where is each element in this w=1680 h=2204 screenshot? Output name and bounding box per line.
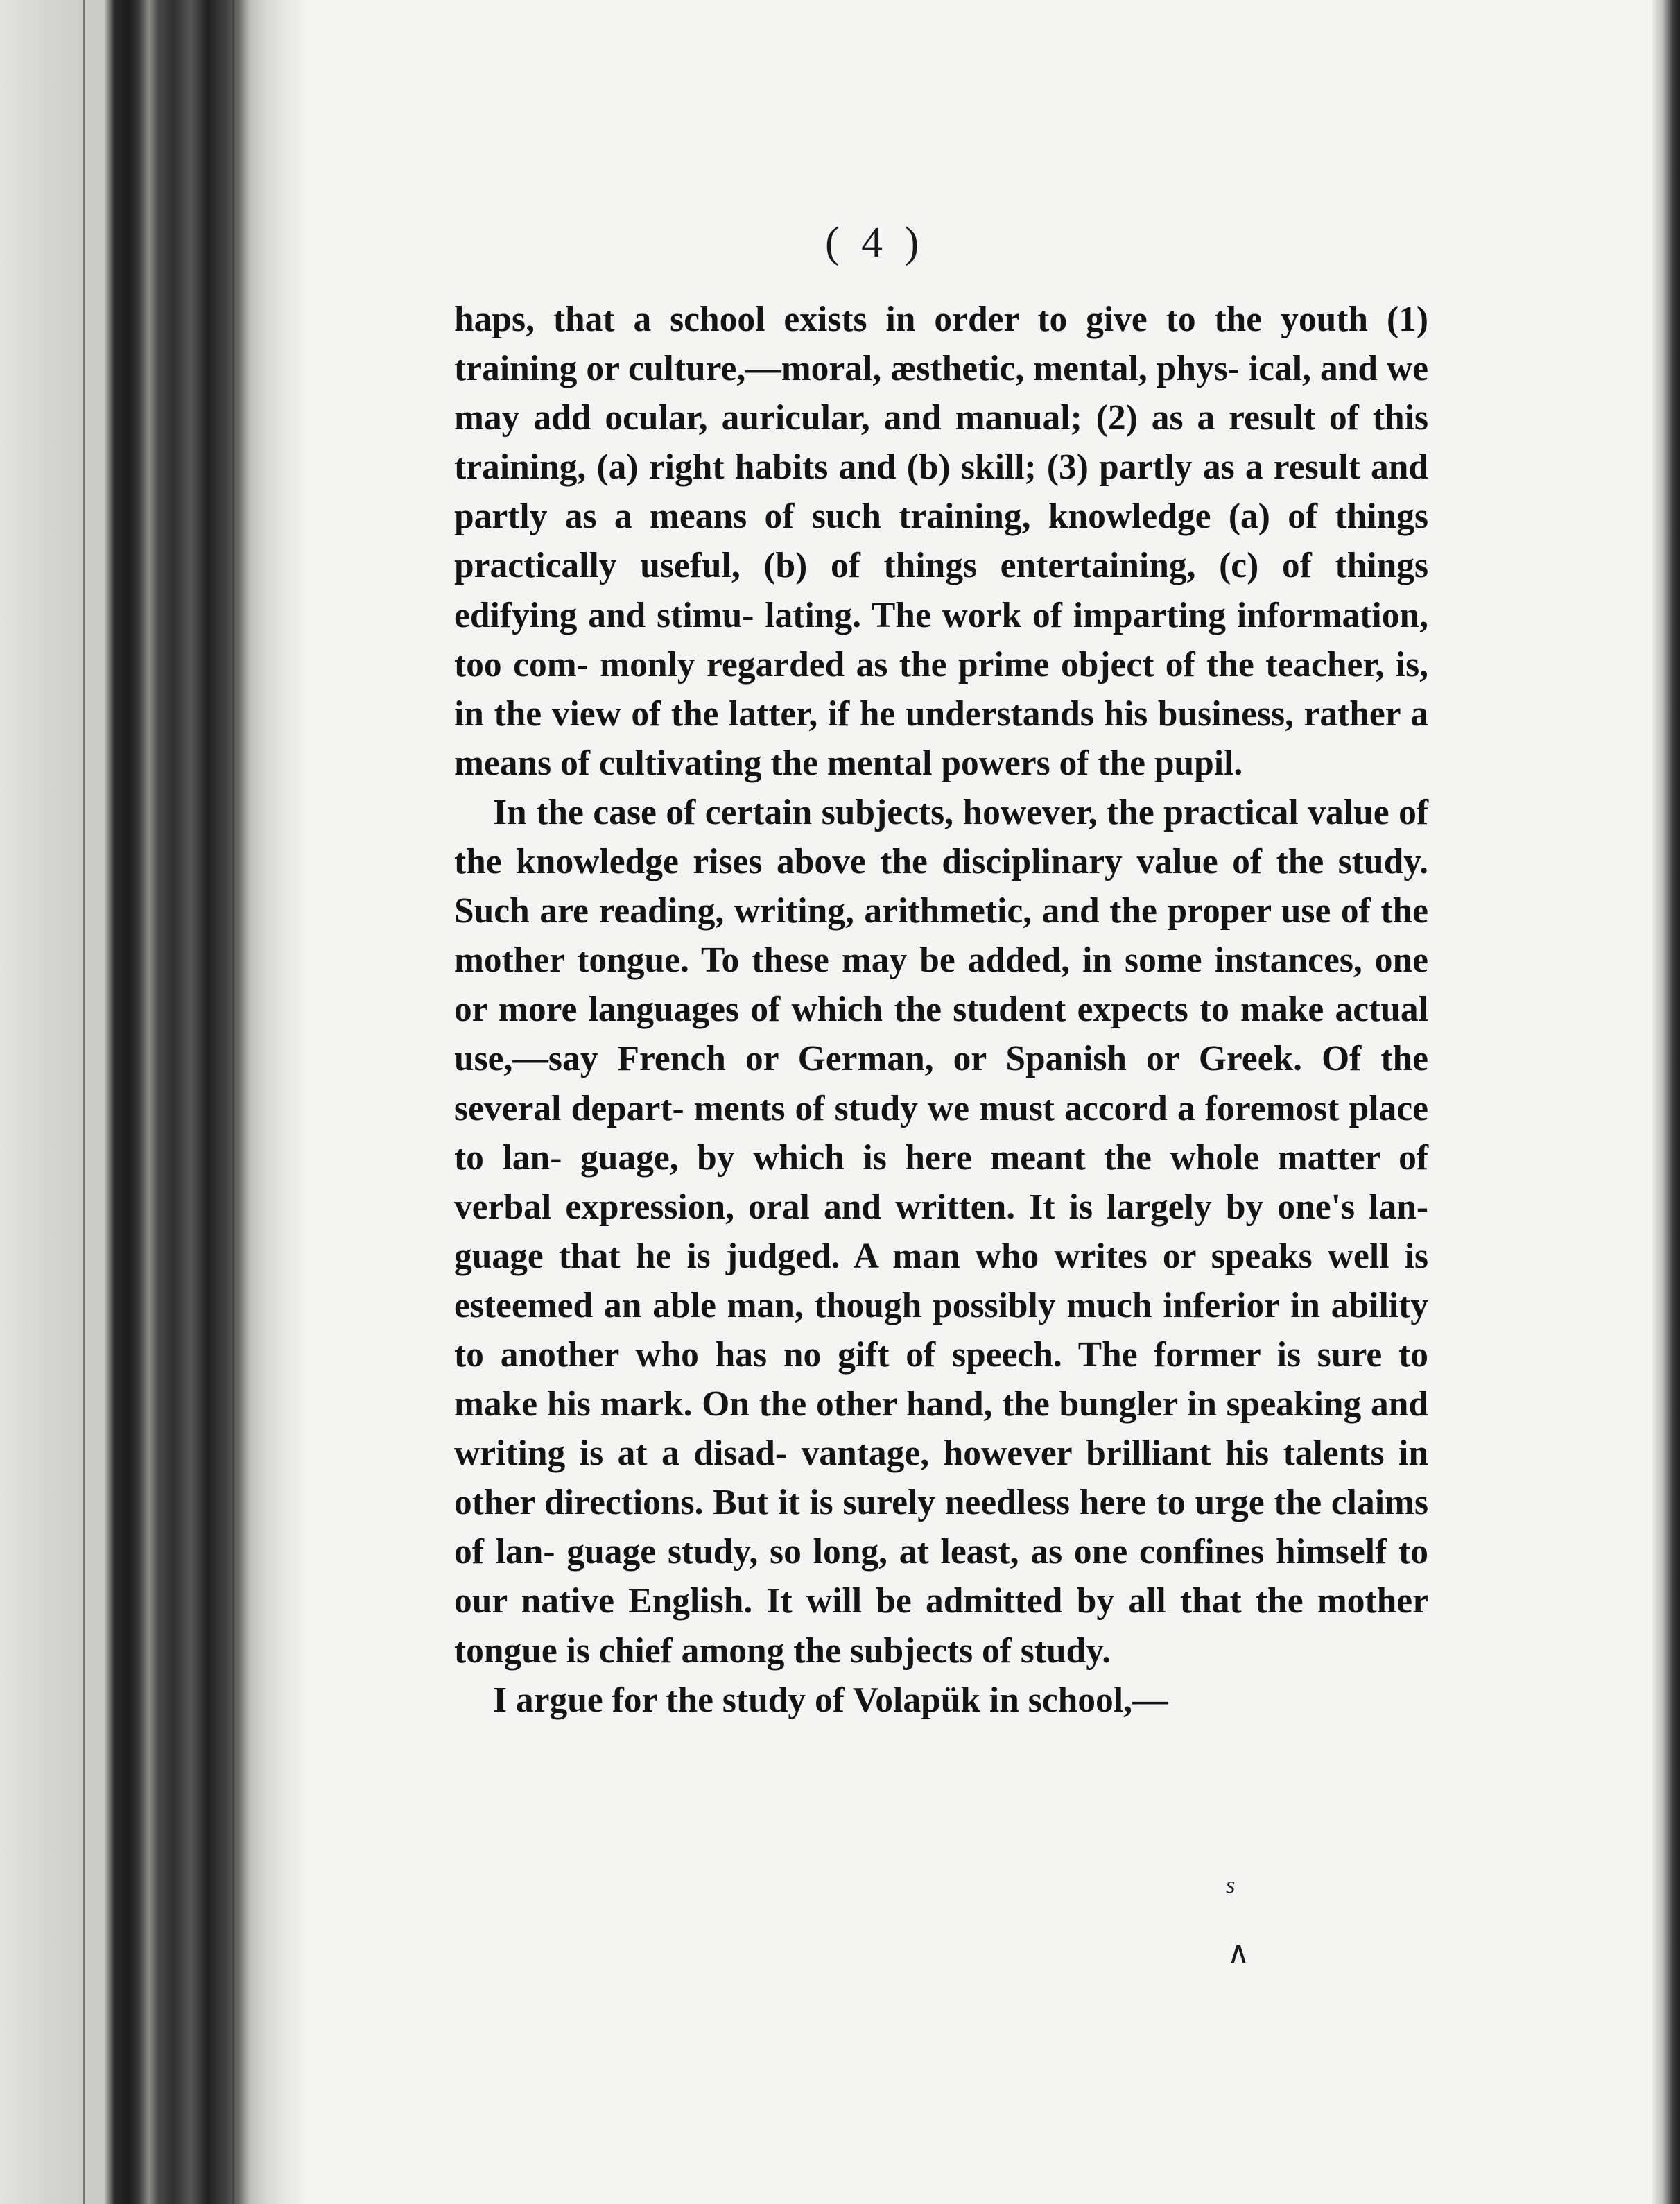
page-number: ( 4 ) bbox=[825, 219, 925, 266]
text-line: mother tongue is chief among the subjects of study. bbox=[454, 1581, 1428, 1671]
text-line: the view of the latter, if he understands his business, bbox=[494, 694, 1304, 734]
text-line: training, knowledge (a) of things practically useful, (b) bbox=[454, 497, 1428, 586]
text-line: (2) as a result of this training, (a) right habits and (b) bbox=[454, 398, 1429, 488]
text-line: I argue for the study of Volapük in school,— bbox=[493, 1680, 1168, 1720]
text-line: the student expects to make actual use,—say French or bbox=[454, 990, 1428, 1079]
text-line: (1) training or culture,—moral, æsthetic, mental, phys- bbox=[454, 300, 1428, 389]
text-line: our native English. It will be admitted by all that the bbox=[454, 1581, 1317, 1621]
text-line: added, in some instances, one or more languages of which bbox=[454, 940, 1428, 1030]
spine-line bbox=[232, 0, 234, 2204]
text-line: ical, and we may add ocular, auricular, and manual; bbox=[454, 349, 1428, 438]
text-line: German, or Spanish or Greek. Of the several depart- bbox=[454, 1039, 1428, 1128]
text-line: expression, oral and written. It is largely by one's lan- bbox=[565, 1187, 1428, 1227]
handwritten-insert-letter: s bbox=[1226, 1872, 1236, 1898]
page-right-edge bbox=[1652, 0, 1680, 2204]
text-line: rather a means of cultivating the mental powers of the bbox=[454, 694, 1429, 783]
text-line: guage that he is judged. A man who writes or speaks bbox=[454, 1236, 1328, 1276]
text-line: well is esteemed an able man, though possibly much bbox=[454, 1236, 1428, 1325]
book-spine-edge bbox=[0, 0, 305, 2204]
text-line: The former is sure to make his mark. On the other bbox=[454, 1334, 1428, 1424]
text-line: skill; (3) partly as a result and partly as a means of such bbox=[454, 447, 1428, 537]
text-line: In the case of certain subjects, however, the practical bbox=[493, 792, 1308, 832]
text-line: of the study. Such are reading, writing, arithmetic, and bbox=[454, 842, 1428, 931]
text-line: guage study, so long, at least, as one confines himself to bbox=[566, 1532, 1428, 1572]
text-line: pupil. bbox=[1154, 743, 1243, 783]
paragraph-1 bbox=[454, 295, 1428, 788]
body-text bbox=[454, 295, 1428, 1725]
paragraph-3 bbox=[454, 1676, 1428, 1725]
text-line: guage, by which is here meant the whole matter of verbal bbox=[454, 1137, 1428, 1227]
paragraph-2 bbox=[454, 788, 1428, 1676]
text-line: of things entertaining, (c) of things edifying and stimu- bbox=[454, 546, 1429, 635]
text-line: But it is surely needless here to urge the claims of lan- bbox=[454, 1483, 1428, 1572]
text-line: monly regarded as the prime object of the teacher, is, in bbox=[454, 644, 1428, 734]
text-line: value of the knowledge rises above the disciplinary value bbox=[454, 792, 1428, 882]
text-line: the proper use of the mother tongue. To these may be bbox=[454, 891, 1428, 981]
text-line: lating. The work of imparting information, too com- bbox=[454, 595, 1428, 685]
text-line: ments of study we must accord a foremost place to lan- bbox=[454, 1088, 1428, 1178]
text-line: hand, the bungler in speaking and writing is at a disad- bbox=[454, 1384, 1428, 1474]
text-line: vantage, however brilliant his talents in other directions. bbox=[454, 1434, 1428, 1523]
text-line: inferior in ability to another who has no gift of speech. bbox=[454, 1285, 1428, 1375]
handwritten-caret-mark: ∧ bbox=[1227, 1935, 1250, 1970]
text-line: haps, that a school exists in order to give to the youth bbox=[454, 300, 1387, 339]
spine-line bbox=[83, 0, 85, 2204]
